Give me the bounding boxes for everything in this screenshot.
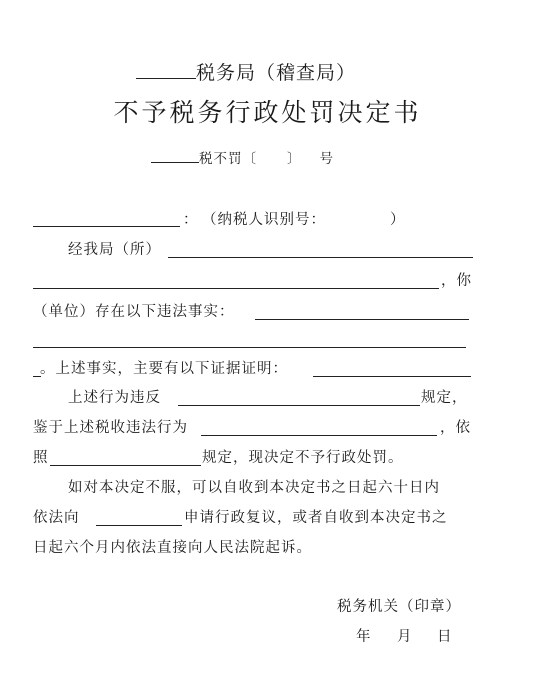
taxpayer-id-label: （纳税人识别号： bbox=[202, 212, 326, 228]
violate-label: 上述行为违反 bbox=[68, 390, 161, 406]
remedy-line-2-suffix: 申请行政复议，或者自收到本决定书之 bbox=[184, 510, 448, 526]
doc-number-close: 〕 bbox=[287, 151, 302, 167]
mild-label: 鉴于上述税收违法行为 bbox=[33, 420, 188, 436]
document-number bbox=[151, 147, 334, 169]
tax-office-line bbox=[136, 60, 356, 83]
violation-facts-continuation-blank[interactable] bbox=[33, 347, 466, 348]
mild-suffix: ，依 bbox=[440, 420, 471, 436]
review-authority-blank[interactable] bbox=[96, 525, 182, 526]
violate-suffix: 规定， bbox=[421, 390, 468, 406]
remedy-line-2-prefix: 依法向 bbox=[33, 510, 80, 526]
seal-label: 税务机关（印章） bbox=[337, 599, 461, 615]
violation-facts-blank[interactable] bbox=[255, 319, 469, 320]
violated-regulation-blank[interactable] bbox=[178, 405, 420, 406]
taxpayer-name-blank[interactable] bbox=[33, 226, 180, 227]
date-day-label: 日 bbox=[437, 629, 453, 645]
violation-facts-label: （单位）存在以下违法事实： bbox=[33, 304, 235, 320]
doc-number-prefix-blank[interactable] bbox=[151, 147, 199, 163]
you-suffix: ，你 bbox=[441, 273, 472, 289]
decision-text: 规定，现决定不予行政处罚。 bbox=[202, 450, 404, 466]
remedy-line-3: 日起六个月内依法直接向人民法院起诉。 bbox=[33, 540, 312, 556]
per-label: 照 bbox=[33, 450, 49, 466]
date-month-label: 月 bbox=[397, 629, 413, 645]
evidence-blank[interactable] bbox=[313, 376, 471, 377]
taxpayer-id-close: ） bbox=[390, 212, 406, 228]
bureau-line-label: 经我局（所） bbox=[68, 242, 161, 258]
doc-number-prefix: 税不罚〔 bbox=[199, 151, 257, 167]
office-name-blank[interactable] bbox=[136, 60, 196, 79]
legal-basis-blank[interactable] bbox=[50, 465, 201, 466]
doc-number-suffix: 号 bbox=[319, 151, 334, 167]
mitigating-circumstance-blank[interactable] bbox=[201, 435, 437, 436]
case-content-blank[interactable] bbox=[33, 288, 439, 289]
office-name-label: 税务局（稽查局） bbox=[196, 62, 357, 84]
document-title: 不予税务行政处罚决定书 bbox=[113, 98, 422, 127]
date-year-label: 年 bbox=[356, 629, 372, 645]
bureau-content-blank[interactable] bbox=[168, 257, 473, 258]
remedy-line-1: 如对本决定不服，可以自收到本决定书之日起六十日内 bbox=[68, 480, 440, 496]
evidence-label: 。上述事实，主要有以下证据证明： bbox=[40, 361, 288, 377]
taxpayer-colon: ： bbox=[183, 212, 199, 228]
